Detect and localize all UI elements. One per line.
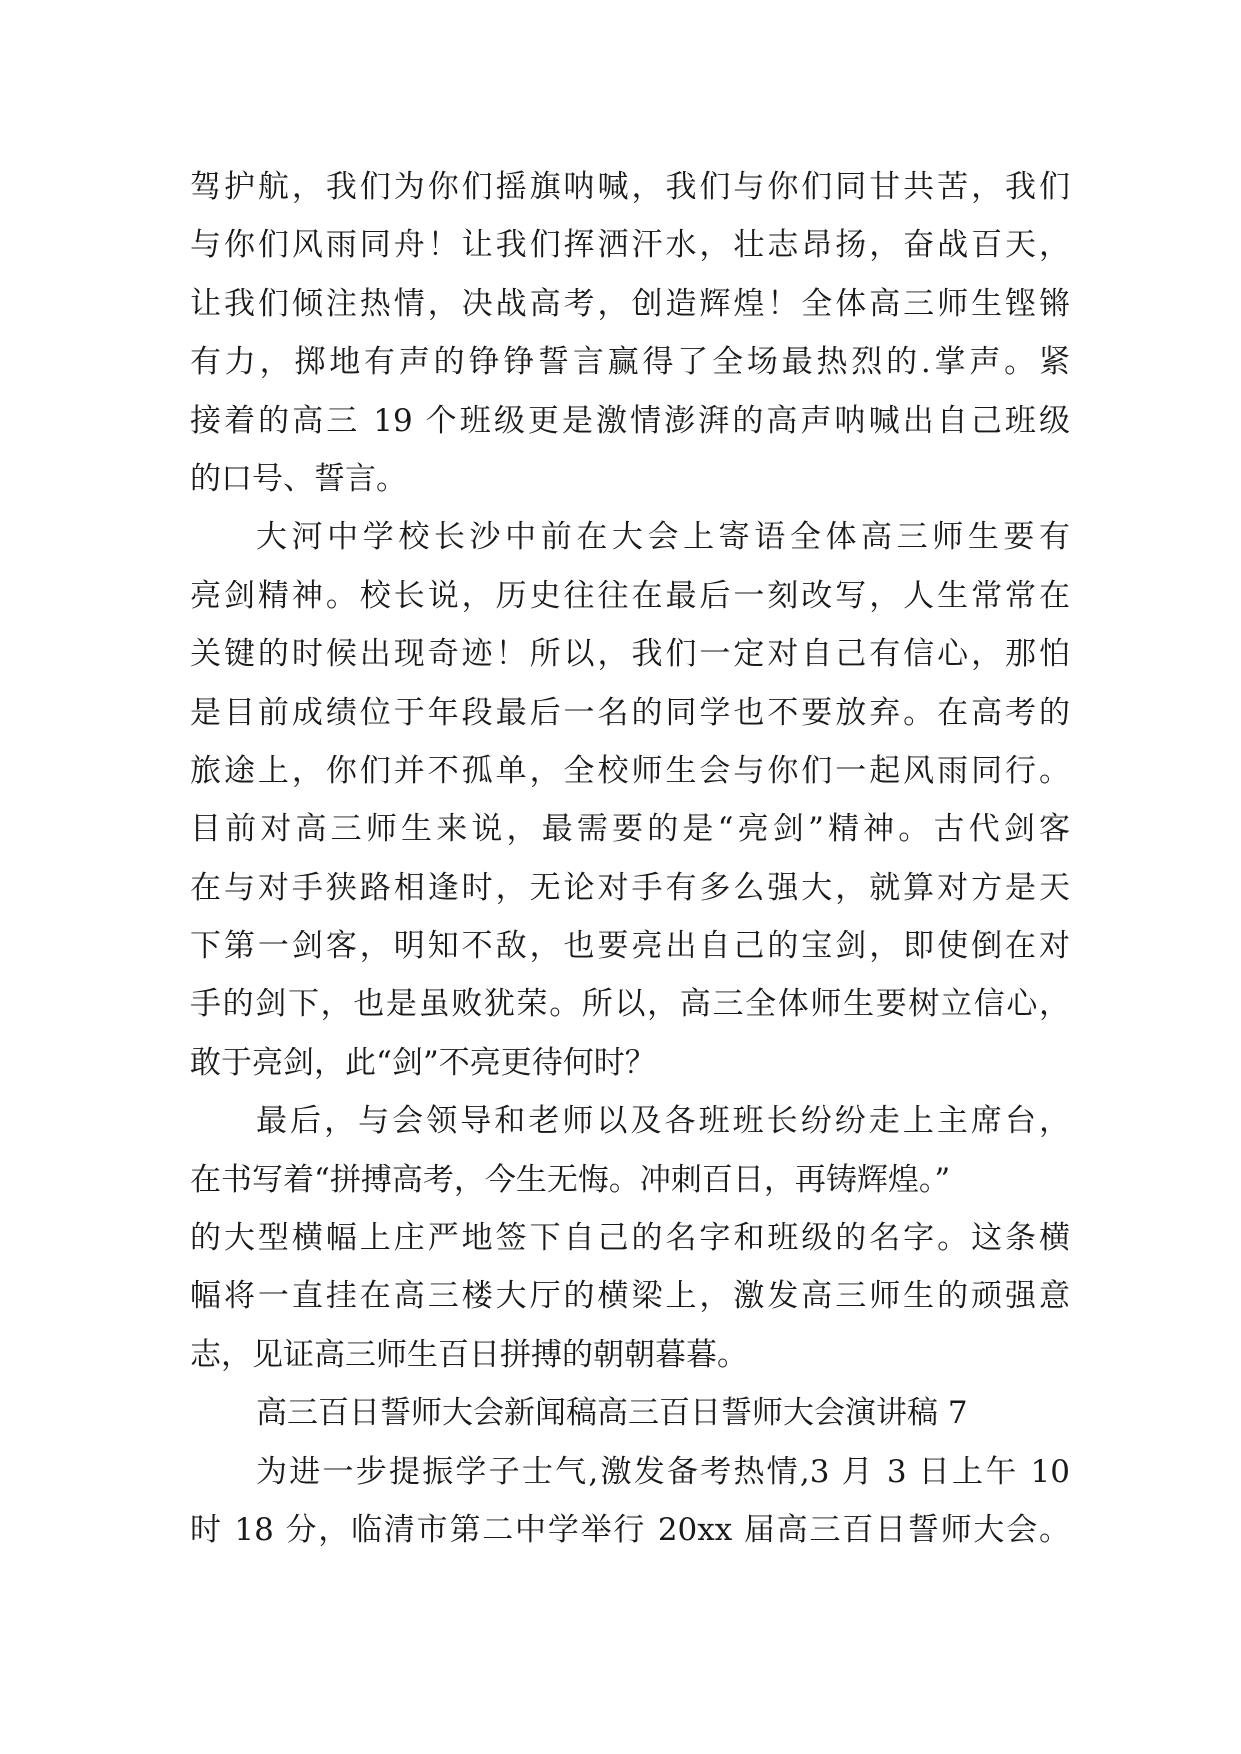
text-line: 志，见证高三师生百日拼搏的朝朝暮暮。 xyxy=(190,1336,748,1373)
document-body xyxy=(190,158,1070,1559)
text-line: 接着的高三 19 个班级更是激情澎湃的高声呐喊出自己班级 xyxy=(190,402,1070,439)
text-line: 的口号、誓言。 xyxy=(190,460,407,497)
text-line: 的大型横幅上庄严地签下自己的名字和班级的名字。这条横 xyxy=(190,1220,1070,1257)
text-line: 是目前成绩位于年段最后一名的同学也不要放弃。在高考的 xyxy=(190,694,1070,731)
text-line: 有力，掷地有声的铮铮誓言赢得了全场最热烈的.掌声。紧 xyxy=(190,344,1070,381)
paragraph-3 xyxy=(190,1092,1070,1384)
text-line: 目前对高三师生来说，最需要的是“亮剑”精神。古代剑客 xyxy=(190,811,1070,848)
text-line: 旅途上，你们并不孤单，全校师生会与你们一起风雨同行。 xyxy=(190,752,1070,789)
text-line: 为进一步提振学子士气,激发备考热情,3 月 3 日上午 10 xyxy=(256,1453,1070,1490)
text-line: 驾护航，我们为你们摇旗呐喊，我们与你们同甘共苦，我们 xyxy=(190,169,1070,205)
text-line: 亮剑精神。校长说，历史往往在最后一刻改写，人生常常在 xyxy=(190,577,1070,614)
paragraph-5 xyxy=(190,1443,1070,1560)
paragraph-1 xyxy=(190,158,1070,508)
text-line: 最后，与会领导和老师以及各班班长纷纷走上主席台， xyxy=(256,1103,1070,1140)
text-line: 大河中学校长沙中前在大会上寄语全体高三师生要有 xyxy=(256,519,1070,556)
text-line: 让我们倾注热情，决战高考，创造辉煌！全体高三师生铿锵 xyxy=(190,285,1070,322)
text-line: 在与对手狭路相逢时，无论对手有多么强大，就算对方是天 xyxy=(190,869,1070,906)
text-line: 与你们风雨同舟！让我们挥洒汗水，壮志昂扬，奋战百天， xyxy=(190,227,1070,264)
paragraph-2 xyxy=(190,508,1070,1092)
text-line: 敢于亮剑，此“剑”不亮更待何时？ xyxy=(190,1044,656,1081)
text-line: 高三百日誓师大会新闻稿高三百日誓师大会演讲稿 7 xyxy=(256,1395,968,1432)
text-line: 幅将一直挂在高三楼大厅的横梁上，激发高三师生的顽强意 xyxy=(190,1278,1070,1315)
text-line: 时 18 分，临清市第二中学举行 20xx 届高三百日誓师大会。 xyxy=(190,1511,1070,1548)
text-line: 关键的时候出现奇迹！所以，我们一定对自己有信心，那怕 xyxy=(190,636,1070,673)
text-line: 在书写着“拼搏高考，今生无悔。冲刺百日，再铸辉煌。” xyxy=(190,1161,951,1198)
text-line: 手的剑下，也是虽败犹荣。所以，高三全体师生要树立信心， xyxy=(190,986,1070,1023)
text-line: 下第一剑客，明知不敌，也要亮出自己的宝剑，即使倒在对 xyxy=(190,928,1070,965)
section-heading xyxy=(190,1384,1070,1442)
